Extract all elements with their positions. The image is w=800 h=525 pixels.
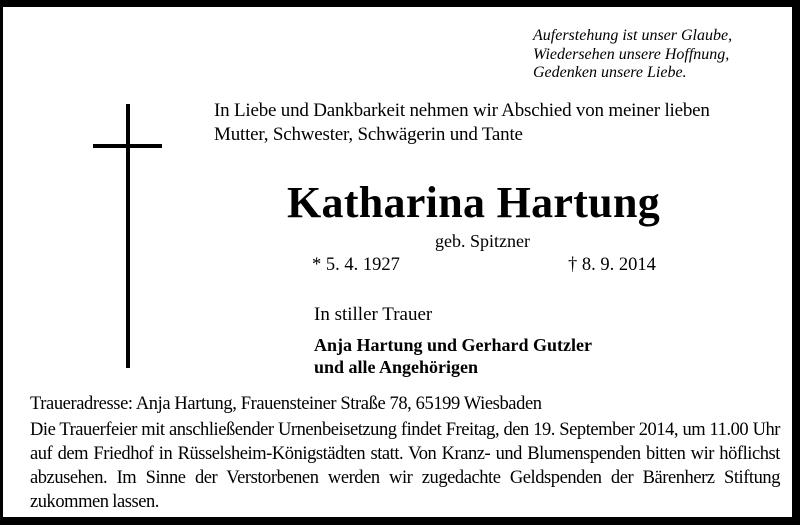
mourning-address: Traueradresse: Anja Hartung, Frauensteiner Straße 78, 65199 Wiesbaden xyxy=(30,394,542,414)
intro-line: In Liebe und Dankbarkeit nehmen wir Abschied von meiner lieben xyxy=(214,100,710,121)
epigraph-line: Gedenken unsere Liebe. xyxy=(533,64,687,81)
cross-horizontal xyxy=(93,144,162,148)
epigraph-line: Auferstehung ist unser Glaube, xyxy=(533,27,733,44)
mourner-line: und alle Angehörigen xyxy=(314,357,479,377)
maiden-name: geb. Spitzner xyxy=(435,231,530,251)
ceremony-details: Die Trauerfeier mit anschließender Urnenbeisetzung findet Freitag, den 19. September 2014, um 11.00 Uhr auf dem Friedhof in Rüsselsheim-Königstädten statt. Von Kranz- und Blumenspenden bitten wir höflichst abzusehen. Im Sinne der Verstorbenen werden wir zugedachte Geldspenden der Bärenherz Stiftung zukommen lassen. xyxy=(30,420,780,512)
mourning-label: In stiller Trauer xyxy=(314,304,433,325)
mourner-line: Anja Hartung und Gerhard Gutzler xyxy=(314,335,593,355)
intro-line: Mutter, Schwester, Schwägerin und Tante xyxy=(214,124,523,145)
epigraph-line: Wiedersehen unsere Hoffnung, xyxy=(533,45,730,63)
epigraph xyxy=(533,27,783,83)
obituary-notice xyxy=(3,7,792,517)
birth-date: * 5. 4. 1927 xyxy=(312,255,400,275)
deceased-name: Katharina Hartung xyxy=(287,178,661,227)
death-date: † 8. 9. 2014 xyxy=(568,255,656,275)
